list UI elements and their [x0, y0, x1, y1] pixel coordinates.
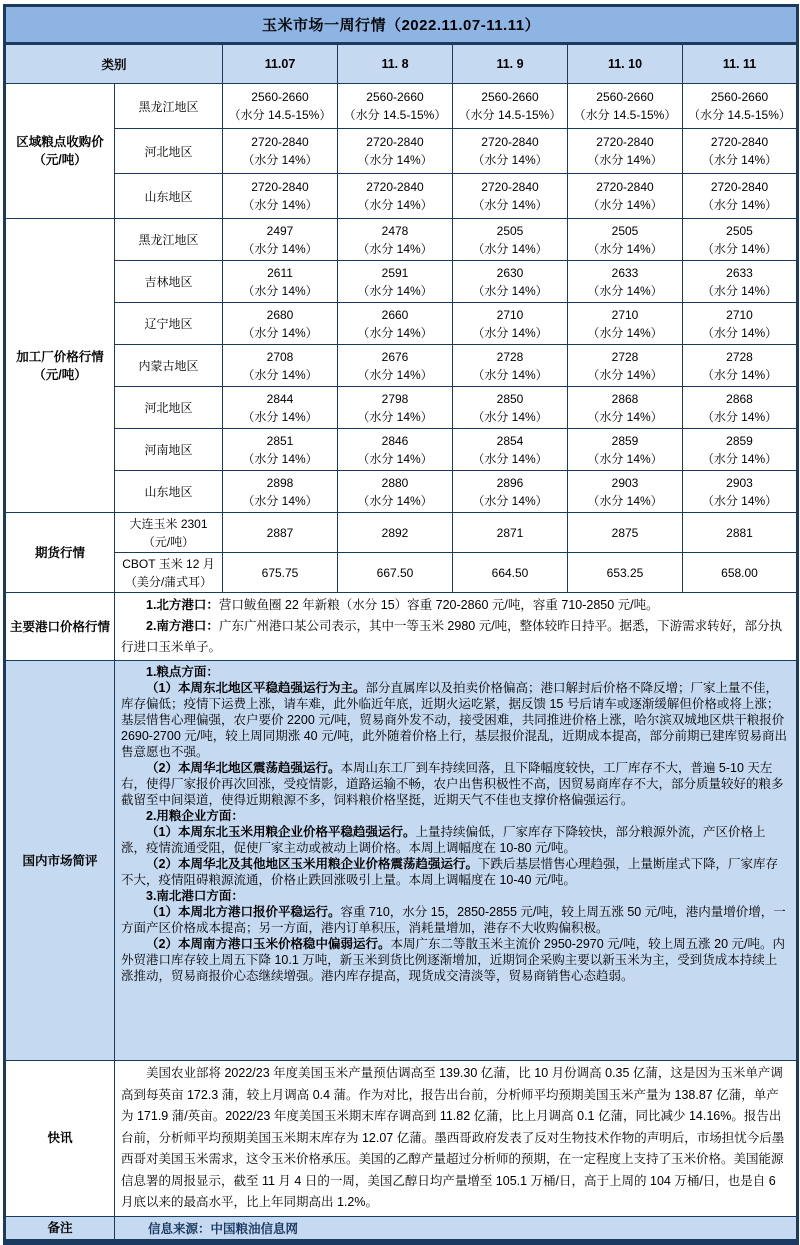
price-cell: 2710 （水分 14%）: [683, 303, 798, 345]
price-cell: 2896 （水分 14%）: [453, 471, 568, 513]
table-row: [5, 174, 798, 219]
price-cell: 2887: [223, 513, 338, 553]
table-row: [5, 84, 798, 129]
section-label-ports: 主要港口价格行情: [5, 593, 115, 661]
title-row: [5, 6, 798, 44]
header-row: [5, 44, 798, 84]
col-header-date-5: 11. 11: [683, 44, 798, 84]
price-cell: 2560-2660 （水分 14.5-15%）: [683, 84, 798, 129]
price-cell: 2720-2840 （水分 14%）: [453, 129, 568, 174]
price-cell: 2854 （水分 14%）: [453, 429, 568, 471]
page-title: 玉米市场一周行情（2022.11.07-11.11）: [5, 6, 798, 44]
price-cell: 658.00: [683, 553, 798, 593]
region-cell: 辽宁地区: [115, 303, 223, 345]
price-cell: 2720-2840 （水分 14%）: [568, 174, 683, 219]
price-cell: 664.50: [453, 553, 568, 593]
region-cell: 黑龙江地区: [115, 84, 223, 129]
price-cell: 2868 （水分 14%）: [683, 387, 798, 429]
table-row: [5, 553, 798, 593]
section-label-regional: 区域粮点收购价 （元/吨）: [5, 84, 115, 219]
price-cell: 2505 （水分 14%）: [453, 219, 568, 261]
section-label-flash: 快讯: [5, 1061, 115, 1217]
region-cell: 河北地区: [115, 387, 223, 429]
price-cell: 2892: [338, 513, 453, 553]
price-cell: 2633 （水分 14%）: [683, 261, 798, 303]
price-cell: 2728 （水分 14%）: [683, 345, 798, 387]
table-row: [5, 661, 798, 1061]
price-cell: 2478 （水分 14%）: [338, 219, 453, 261]
price-cell: 2720-2840 （水分 14%）: [683, 129, 798, 174]
price-cell: 2881: [683, 513, 798, 553]
region-cell: 山东地区: [115, 174, 223, 219]
price-cell: 2676 （水分 14%）: [338, 345, 453, 387]
price-cell: 2660 （水分 14%）: [338, 303, 453, 345]
table-row: [5, 1061, 798, 1217]
price-cell: 2591 （水分 14%）: [338, 261, 453, 303]
price-cell: 2720-2840 （水分 14%）: [568, 129, 683, 174]
price-cell: 2720-2840 （水分 14%）: [338, 129, 453, 174]
review-content: 1.粮点方面： （1）本周东北地区平稳趋强运行为主。部分直属库以及拍卖价格偏高；港口解封后价格不降反增；厂家上量不佳，库存偏低；疫情下运费上涨，请车难，此外临近年底，近期火运吃紧，据反馈 15 号后请车或逐渐缓解但价格或将上涨；基层惜售心理偏强，农户要价 2200 元/吨，贸易商外发不动，接受困难，共同推进价格上涨，哈尔滨双城地区烘干粮报价 2690-2700 元/吨，较上周同期涨 40 元/吨，此外随着价格上行，基层报价混乱，近期成本提高，部分前期已建库贸易商出售意愿也不强。 （2）本周华北地区震荡趋强运行。本周山东工厂到车持续回落，且下降幅度较快，工厂库存不大，普遍 5-10 天左右，使得厂家报价再次回涨，受疫情影，道路运输不畅，农户出售积极性不高，因贸易商库存不大，部分质量较好的粮多截留至中间渠道，使得近期粮源不多，饲料粮价格坚挺，近期天气不佳也支撑价格偏强运行。 2.用粮企业方面： （1）本周东北玉米用粮企业价格平稳趋强运行。上量持续偏低，厂家库存下降较快，部分粮源外流，产区价格上涨，疫情流通受阻，促使厂家主动或被动上调价格。本周上调幅度在 10-80 元/吨。 （2）本周华北及其他地区玉米用粮企业价格震荡趋强运行。下跌后基层惜售心理趋强，上量断崖式下降，厂家库存不大，疫情阻碍粮源流通，价格止跌回涨吸引上量。本周上调幅度在 10-40 元/吨。 3.南北港口方面： （1）本周北方港口报价平稳运行。容重 710，水分 15，2850-2855 元/吨，较上周五涨 50 元/吨，港内量增价增，一方面产区价格成本提高；另一方面，港内订单积压，消耗量增加，港存不大收购偏积极。 （2）本周南方港口玉米价格稳中偏弱运行。本周广东二等散玉米主流价 2950-2970 元/吨，较上周五涨 20 元/吨。内外贸港口库存较上周五下降 10.1 万吨，新玉米到货比例逐渐增加，近期饲企采购主要以新玉米为主，受到货成本持续上涨推动，贸易商报价心态继续增强。港内库存提高，现货成交清淡等，贸易商销售心态趋弱。: [115, 661, 798, 1061]
price-cell: 2720-2840 （水分 14%）: [453, 174, 568, 219]
price-cell: 2720-2840 （水分 14%）: [338, 174, 453, 219]
price-cell: 2903 （水分 14%）: [683, 471, 798, 513]
table-row: [5, 219, 798, 261]
region-cell: 黑龙江地区: [115, 219, 223, 261]
ports-content: 1.北方港口：营口鲅鱼圈 22 年新粮（水分 15）容重 720-2860 元/吨，容重 710-2850 元/吨。 2.南方港口：广东广州港口某公司表示，其中一等玉米 2980 元/吨，整体较昨日持平。据悉，下游需求转好，部分执行进口玉米单子。: [115, 593, 798, 661]
price-cell: 2497 （水分 14%）: [223, 219, 338, 261]
market-table: [3, 4, 799, 1245]
price-cell: 2560-2660 （水分 14.5-15%）: [223, 84, 338, 129]
price-cell: 2880 （水分 14%）: [338, 471, 453, 513]
region-cell: 山东地区: [115, 471, 223, 513]
table-row: [5, 513, 798, 553]
col-header-date-3: 11. 9: [453, 44, 568, 84]
price-cell: 2868 （水分 14%）: [568, 387, 683, 429]
region-cell: 河南地区: [115, 429, 223, 471]
price-cell: 2680 （水分 14%）: [223, 303, 338, 345]
price-cell: 2850 （水分 14%）: [453, 387, 568, 429]
price-cell: 2728 （水分 14%）: [568, 345, 683, 387]
price-cell: 2903 （水分 14%）: [568, 471, 683, 513]
price-cell: 2798 （水分 14%）: [338, 387, 453, 429]
price-cell: 2844 （水分 14%）: [223, 387, 338, 429]
table-row: [5, 129, 798, 174]
price-cell: 2859 （水分 14%）: [568, 429, 683, 471]
price-cell: 667.50: [338, 553, 453, 593]
price-cell: 2505 （水分 14%）: [568, 219, 683, 261]
price-cell: 2560-2660 （水分 14.5-15%）: [453, 84, 568, 129]
col-header-date-1: 11.07: [223, 44, 338, 84]
price-cell: 2710 （水分 14%）: [568, 303, 683, 345]
region-cell: 吉林地区: [115, 261, 223, 303]
section-label-futures: 期货行情: [5, 513, 115, 593]
table-row: [5, 387, 798, 429]
price-cell: 2728 （水分 14%）: [453, 345, 568, 387]
price-cell: 2720-2840 （水分 14%）: [223, 129, 338, 174]
price-cell: 2875: [568, 513, 683, 553]
col-header-date-2: 11. 8: [338, 44, 453, 84]
price-cell: 653.25: [568, 553, 683, 593]
price-cell: 675.75: [223, 553, 338, 593]
table-row: [5, 345, 798, 387]
price-cell: 2898 （水分 14%）: [223, 471, 338, 513]
flash-content: 美国农业部将 2022/23 年度美国玉米产量预估调高至 139.30 亿蒲，比 10 月份调高 0.35 亿蒲，这是因为玉米单产调高到每英亩 172.3 蒲，较上月调高 0.4 蒲。作为对比，报告出台前，分析师平均预期美国玉米产量为 138.87 亿蒲，单产为 171.9 蒲/英亩。2022/23 年度美国玉米期末库存调高到 11.82 亿蒲，比上月调高 0.1 亿蒲，同比减少 14.16%。报告出台前，分析师平均预期美国玉米期末库存为 12.07 亿蒲。墨西哥政府发表了反对生物技术作物的声明后，市场担忧今后墨西哥对美国玉米需求，这令玉米价格承压。美国的乙醇产量超过分析师的预期，在一定程度上支持了玉米价格。美国能源信息署的周报显示，截至 11 月 4 日的一周，美国乙醇日均产量增至 105.1 万桶/日，高于上周的 104 万桶/日，也是自 6 月底以来的最高水平，比上年同期高出 1.2%。: [115, 1061, 798, 1217]
table-row: [5, 429, 798, 471]
price-cell: 2708 （水分 14%）: [223, 345, 338, 387]
price-cell: 2871: [453, 513, 568, 553]
section-label-remark: 备注: [5, 1216, 115, 1242]
futures-name-cell: CBOT 玉米 12 月 （美分/蒲式耳）: [115, 553, 223, 593]
table-row: [5, 261, 798, 303]
price-cell: 2560-2660 （水分 14.5-15%）: [338, 84, 453, 129]
price-cell: 2846 （水分 14%）: [338, 429, 453, 471]
price-cell: 2851 （水分 14%）: [223, 429, 338, 471]
table-row: [5, 303, 798, 345]
price-cell: 2560-2660 （水分 14.5-15%）: [568, 84, 683, 129]
section-label-review: 国内市场简评: [5, 661, 115, 1061]
region-cell: 河北地区: [115, 129, 223, 174]
price-cell: 2633 （水分 14%）: [568, 261, 683, 303]
price-cell: 2630 （水分 14%）: [453, 261, 568, 303]
price-cell: 2720-2840 （水分 14%）: [683, 174, 798, 219]
futures-name-cell: 大连玉米 2301 （元/吨）: [115, 513, 223, 553]
table-row: [5, 1216, 798, 1242]
price-cell: 2505 （水分 14%）: [683, 219, 798, 261]
price-cell: 2720-2840 （水分 14%）: [223, 174, 338, 219]
price-cell: 2611 （水分 14%）: [223, 261, 338, 303]
price-cell: 2710 （水分 14%）: [453, 303, 568, 345]
col-header-category: 类别: [5, 44, 223, 84]
section-label-processing: 加工厂价格行情 （元/吨）: [5, 219, 115, 513]
report-frame: [3, 4, 797, 1236]
table-row: [5, 593, 798, 661]
remark-content: 信息来源：中国粮油信息网: [115, 1216, 798, 1242]
region-cell: 内蒙古地区: [115, 345, 223, 387]
price-cell: 2859 （水分 14%）: [683, 429, 798, 471]
table-row: [5, 471, 798, 513]
col-header-date-4: 11. 10: [568, 44, 683, 84]
